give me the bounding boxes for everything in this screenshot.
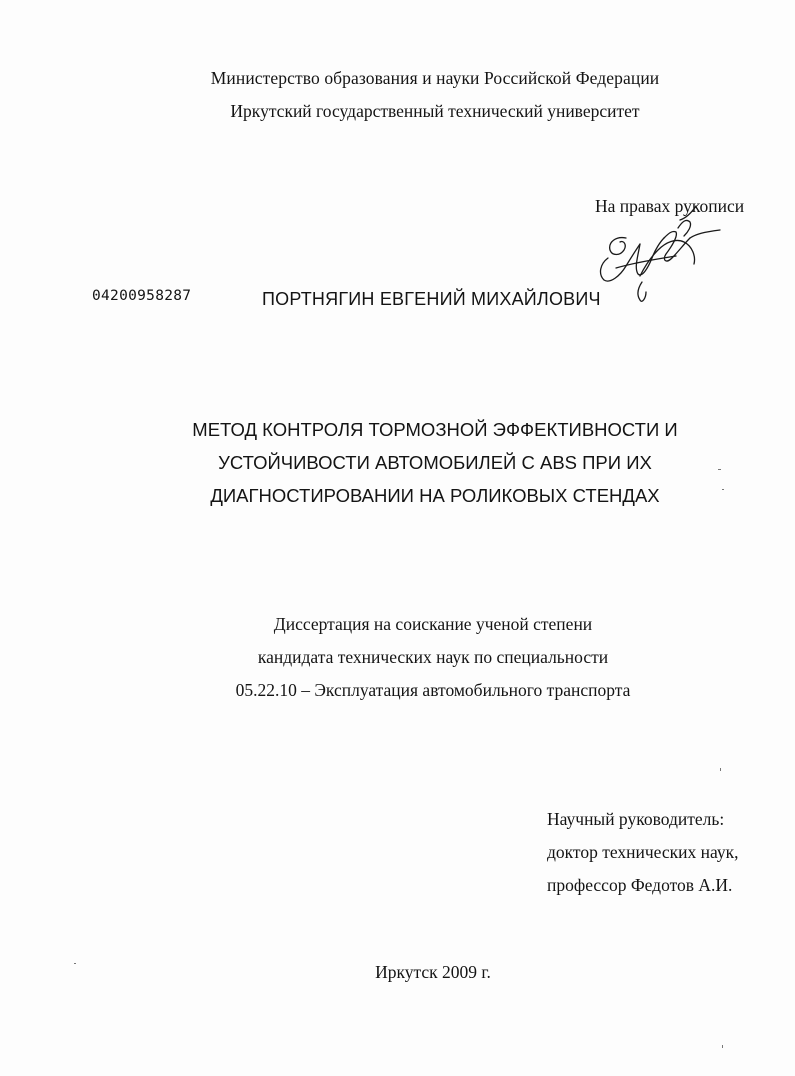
scan-speck xyxy=(720,768,721,771)
university-heading: Иркутский государственный технический университет xyxy=(230,101,640,121)
title-line: ДИАГНОСТИРОВАНИИ НА РОЛИКОВЫХ СТЕНДАХ xyxy=(210,485,660,506)
supervisor-line: доктор технических наук, xyxy=(547,842,739,862)
title-line: УСТОЙЧИВОСТИ АВТОМОБИЛЕЙ С ABS ПРИ ИХ xyxy=(218,452,652,473)
dissertation-line: 05.22.10 – Эксплуатация автомобильного транспорта xyxy=(235,680,631,700)
author-signature xyxy=(580,198,730,308)
title-line: МЕТОД КОНТРОЛЯ ТОРМОЗНОЙ ЭФФЕКТИВНОСТИ И xyxy=(192,419,678,440)
dissertation-line: кандидата технических наук по специальности xyxy=(257,647,609,667)
scan-speck xyxy=(74,963,76,964)
author-name: ПОРТНЯГИН ЕВГЕНИЙ МИХАЙЛОВИЧ xyxy=(262,289,601,309)
city-year: Иркутск 2009 г. xyxy=(375,962,491,982)
scan-speck xyxy=(722,489,724,490)
ministry-heading: Министерство образования и науки Российской Федерации xyxy=(210,68,660,88)
dissertation-title xyxy=(0,413,795,512)
manuscript-note: На правах рукописи xyxy=(595,196,745,216)
dissertation-line: Диссертация на соискание ученой степени xyxy=(273,614,593,634)
supervisor-line: профессор Федотов А.И. xyxy=(547,875,733,895)
registration-code: 04200958287 xyxy=(92,288,192,304)
supervisor-block xyxy=(547,803,739,902)
supervisor-line: Научный руководитель: xyxy=(547,809,725,829)
scan-speck xyxy=(718,469,721,470)
dissertation-description xyxy=(0,608,795,707)
scan-speck xyxy=(722,1045,723,1048)
